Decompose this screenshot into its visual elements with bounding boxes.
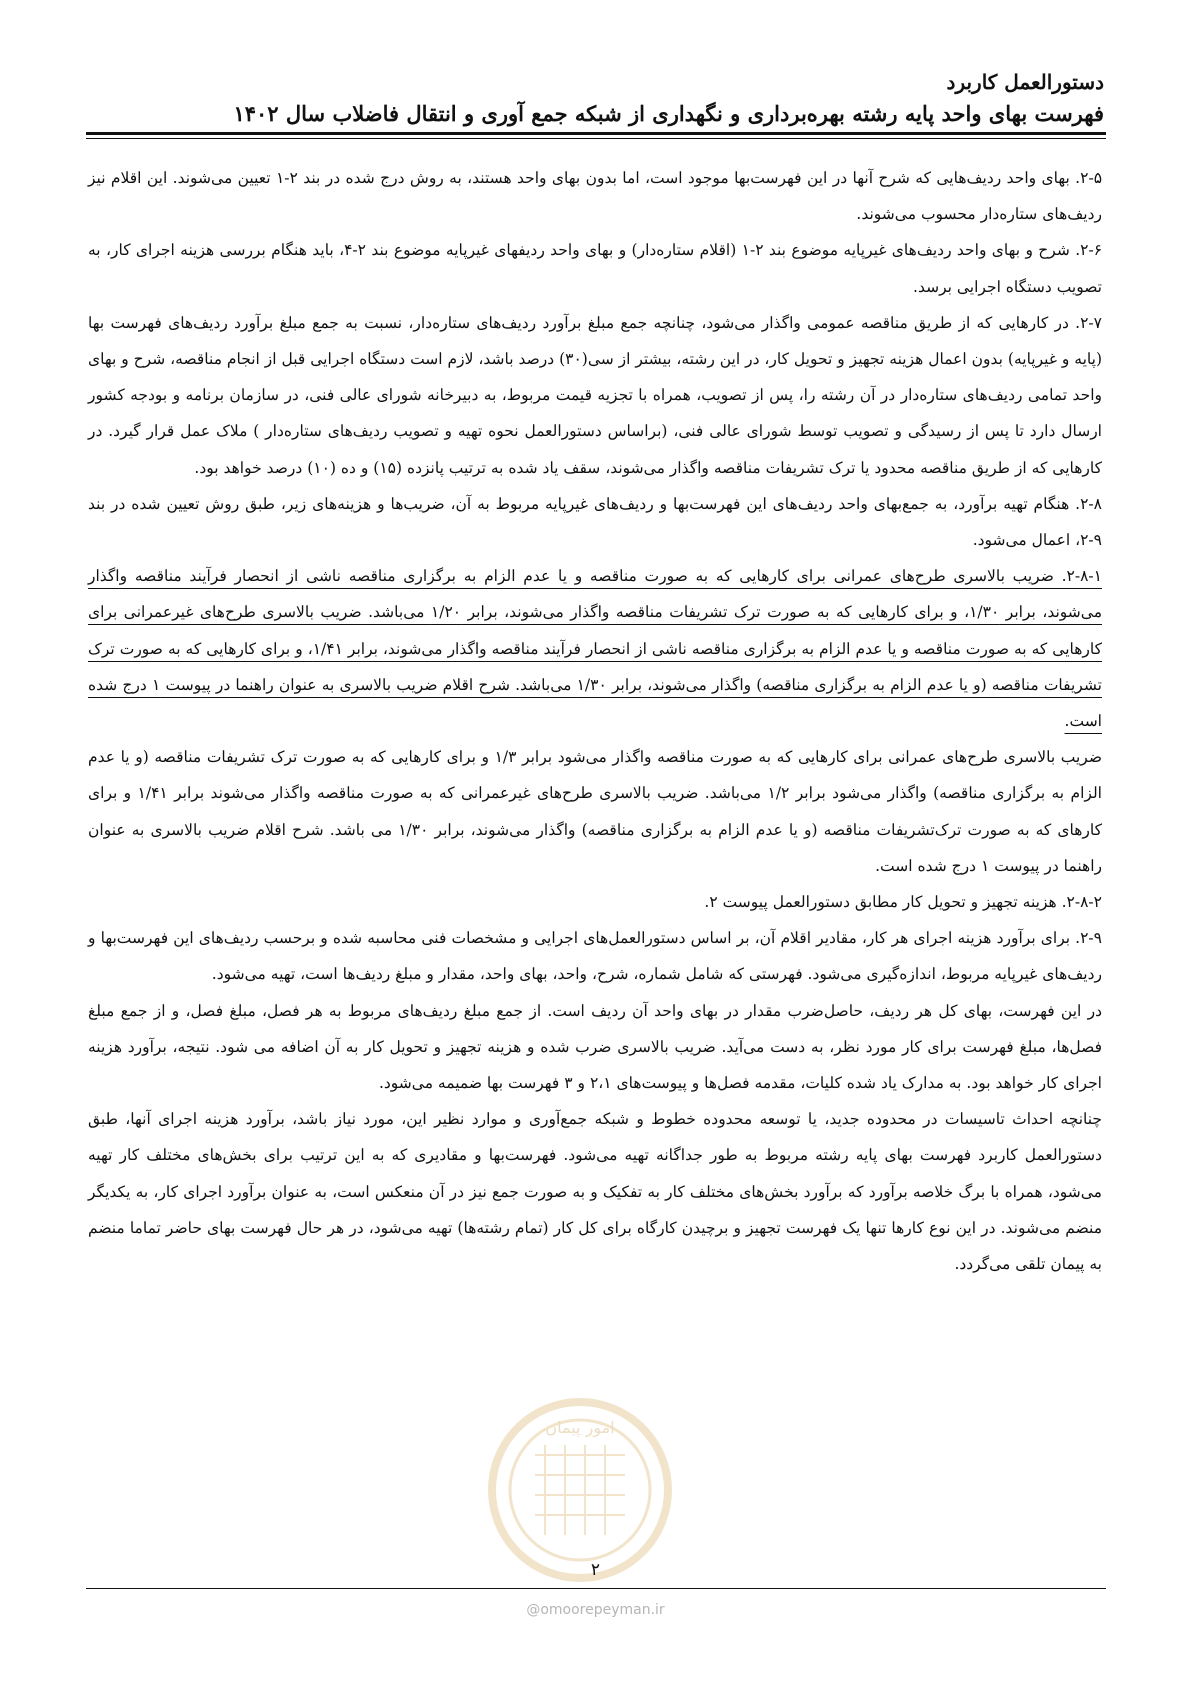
paragraph-2-8: ۲-۸. هنگام تهیه برآورد، به جمع‌بهای واحد ردیف‌های این فهرست‌بها و ردیف‌های غیرپایه مربوط به آن، ضریب‌ها و هزینه‌های زیر، طبق روش تعیین شده در بند ۹-۲، اعمال می‌شود. [88, 494, 1102, 550]
header-rule-thick [86, 132, 1106, 135]
paragraph-overhead: ضریب بالاسری طرح‌های عمرانی برای کارهایی که به صورت مناقصه واگذار می‌شود برابر ۱/۳ و برای کارهایی که به صورت ترک تشریفات مناقصه (و یا عدم الزام به برگزاری مناقصه) واگذار می‌شود برابر ۱/۲ می‌باشد. ضریب بالاسری طرح‌های غیرعمرانی که به صورت مناقصه واگذار می‌شوند برابر ۱/۴۱ و برای کارهای که به صورت ترک‌تشریفات مناقصه (و یا عدم الزام به برگزاری مناقصه) واگذار می‌شوند، برابر ۱/۳۰ می باشد. شرح اقلام ضریب بالاسری به عنوان راهنما در پیوست ۱ درج شده است. [88, 748, 1103, 875]
header-rule-thin [86, 138, 1106, 139]
paragraph-2-9: ۲-۹. برای برآورد هزینه اجرای هر کار، مقادیر اقلام آن، بر اساس دستورالعمل‌های اجرایی و مشخصات فنی محاسبه شده و برحسب ردیف‌های این فهرست‌بها و ردیف‌های غیرپایه مربوط، اندازه‌گیری می‌شود. فهرستی که شامل شماره، شرح، واحد، بهای واحد، مقدار و مبلغ ردیف‌ها است، تهیه می‌شود. [88, 929, 1102, 984]
paragraph-2-7: ۲-۷. در کارهایی که از طریق مناقصه عمومی واگذار می‌شود، چنانچه جمع مبلغ برآورد ردیف‌های ستاره‌دار، نسبت به جمع مبلغ برآورد ردیف‌های فهرست بها (پایه و غیرپایه) بدون اعمال هزینه تجهیز و تحویل کار، در این رشته، بیشتر از سی(۳۰) درصد باشد، لازم است دستگاه اجرایی قبل از انجام مناقصه، شرح و بهای واحد تمامی ردیف‌های ستاره‌دار در آن رشته را، پس از تصویب، همراه با تجزیه قیمت مربوط، به دبیرخانه شورای عالی فنی، در سازمان برنامه و بودجه کشور ارسال دارد تا پس از رسیدگی و تصویب توسط شورای عالی فنی، (براساس دستورالعمل نحوه تهیه و تصویب ردیف‌های ستاره‌دار ) ملاک عمل قرار گیرد. در کارهایی که از طریق مناقصه محدود یا ترک تشریفات مناقصه واگذار می‌شوند، سقف یاد شده به ترتیب پانزده (۱۵) و ده (۱۰) درصد خواهد بود. [88, 313, 1102, 477]
page-number: ۲ [590, 1560, 601, 1580]
footer-rule [86, 1588, 1106, 1589]
watermark-text: امور پیمان [545, 1418, 615, 1437]
paragraph-list-total: در این فهرست، بهای کل هر ردیف، حاصل‌ضرب مقدار در بهای واحد آن ردیف است. از جمع مبلغ ردیف‌های مربوط به هر فصل، مبلغ فصل، و از جمع مبلغ فصل‌ها، مبلغ فهرست برای کار مورد نظر، به دست می‌آید. ضریب بالاسری ضرب شده و هزینه تجهیز و تحویل کار به آن اضافه می شود. نتیجه، برآورد هزینه اجرای کار خواهد بود. به مدارک یاد شده کلیات، مقدمه فصل‌ها و پیوست‌های ۲،۱ و ۳ فهرست بها ضمیمه می‌شود. [88, 1001, 1102, 1093]
paragraph-2-8-1-text: ۲-۸-۱. ضریب بالاسری طرح‌های عمرانی برای کارهایی که به صورت مناقصه و یا عدم الزام به برگزاری مناقصه ناشی از انحصار فرآیند مناقصه واگذار می‌شوند، برابر ۱/۳۰، و برای کارهایی که به صورت ترک تشریفات مناقصه واگذار می‌شوند، برابر ۱/۲۰ می‌باشد. ضریب بالاسری طرح‌های غیرعمرانی برای کارهایی که به صورت مناقصه و یا عدم الزام به برگزاری مناقصه ناشی از انحصار فرآیند مناقصه واگذار می‌شوند، برابر ۱/۴۱، و برای کارهایی که به صورت ترک تشریفات مناقصه (و یا عدم الزام به برگزاری مناقصه) واگذار می‌شوند، برابر ۱/۳۰ می‌باشد. شرح اقلام ضریب بالاسری به عنوان راهنما در پیوست ۱ درج شده است. [88, 567, 1103, 731]
paragraph-2-6: ۲-۶. شرح و بهای واحد ردیف‌های غیرپایه موضوع بند ۲-۱ (اقلام ستاره‌دار) و بهای واحد ردیفهای غیرپایه موضوع بند ۲-۴، باید هنگام بررسی هزینه اجرای کار، به تصویب دستگاه اجرایی برسد. [88, 241, 1103, 296]
paragraph-2-8-2: ۲-۸-۲. هزینه تجهیز و تحویل کار مطابق دستورالعمل پیوست ۲. [704, 893, 1102, 912]
header-title: دستورالعمل کاربرد [946, 70, 1104, 94]
footer-website: @omoorepeyman.ir [526, 1602, 665, 1618]
paragraph-2-5: ۲-۵. بهای واحد ردیف‌هایی که شرح آنها در این فهرست‌بها موجود است، اما بدون بهای واحد هستند، به روش درج شده در بند ۲-۱ تعیین می‌شوند. این اقلام نیز ردیف‌های ستاره‌دار محسوب می‌شوند. [88, 169, 1103, 224]
document-body [88, 160, 1102, 1282]
paragraph-2-8-1 [88, 558, 1102, 739]
header-subtitle: فهرست بهای واحد پایه رشته بهره‌برداری و نگهداری از شبکه جمع آوری و انتقال فاضلاب سال ۱۴۰۲ [233, 101, 1104, 126]
paragraph-new-area: چنانچه احداث تاسیسات در محدوده جدید، یا توسعه محدوده خطوط و شبکه جمع‌آوری و موارد نظیر این، مورد نیاز باشد، برآورد هزینه اجرای آنها، طبق دستورالعمل کاربرد فهرست بهای پایه رشته مربوط به طور جداگانه تهیه می‌شود. فهرست‌بها و مقادیری که به این ترتیب برای بخش‌های مختلف کار تهیه می‌شود، همراه با برگ خلاصه برآورد که برآورد بخش‌های مختلف کار به تفکیک و به صورت جمع نیز در آن منعکس است، به عنوان برآورد اجرای کار، به یکدیگر منضم می‌شوند. در این نوع کارها تنها یک فهرست تجهیز و برچیدن کارگاه برای کل کار (تمام رشته‌ها) تهیه می‌شود، در هر حال فهرست بهای حاضر تماما منضم به پیمان تلقی می‌گردد. [88, 1110, 1102, 1274]
watermark-seal-icon [485, 1395, 675, 1585]
page-header [88, 66, 1104, 130]
